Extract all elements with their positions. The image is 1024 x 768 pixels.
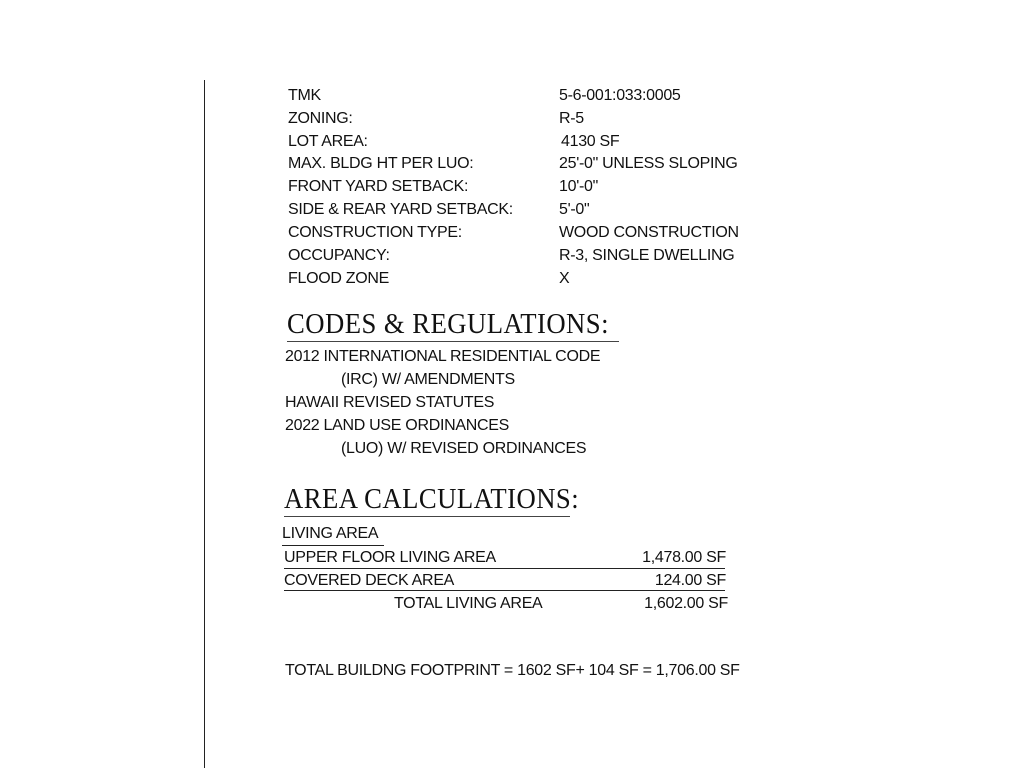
area-heading: AREA CALCULATIONS: xyxy=(284,483,580,515)
area-total-divider xyxy=(284,590,725,591)
codes-heading-underline xyxy=(287,341,619,342)
info-label-max-bldg-ht: MAX. BLDG HT PER LUO: xyxy=(288,155,474,172)
info-label-front-setback: FRONT YARD SETBACK: xyxy=(288,178,469,195)
area-total-label: TOTAL LIVING AREA xyxy=(394,595,543,612)
code-line-irc: 2012 INTERNATIONAL RESIDENTIAL CODE xyxy=(285,348,601,365)
info-value-lot-area: 4130 SF xyxy=(561,133,620,150)
code-line-luo-revised: (LUO) W/ REVISED ORDINANCES xyxy=(341,440,587,457)
sheet-border-line xyxy=(204,80,205,768)
info-value-zoning: R-5 xyxy=(559,110,584,127)
info-value-max-bldg-ht: 25'-0" UNLESS SLOPING xyxy=(559,155,738,172)
area-row-value-covered-deck: 124.00 SF xyxy=(654,572,726,589)
info-label-construction-type: CONSTRUCTION TYPE: xyxy=(288,224,462,241)
code-line-luo: 2022 LAND USE ORDINANCES xyxy=(285,417,509,434)
info-value-side-rear-setback: 5'-0" xyxy=(559,201,590,218)
code-line-irc-amendments: (IRC) W/ AMENDMENTS xyxy=(341,371,515,388)
code-line-hrs: HAWAII REVISED STATUTES xyxy=(285,394,495,411)
info-value-construction-type: WOOD CONSTRUCTION xyxy=(559,224,739,241)
area-row-label-upper-floor: UPPER FLOOR LIVING AREA xyxy=(284,549,496,566)
info-label-lot-area: LOT AREA: xyxy=(288,133,368,150)
info-label-zoning: ZONING: xyxy=(288,110,353,127)
area-row-label-covered-deck: COVERED DECK AREA xyxy=(284,572,455,589)
info-value-tmk: 5-6-001:033:0005 xyxy=(559,87,681,104)
info-value-flood-zone: X xyxy=(559,270,570,287)
info-label-flood-zone: FLOOD ZONE xyxy=(288,270,390,287)
info-label-occupancy: OCCUPANCY: xyxy=(288,247,390,264)
info-value-front-setback: 10'-0" xyxy=(559,178,598,195)
area-total-value: 1,602.00 SF xyxy=(644,595,728,612)
info-value-occupancy: R-3, SINGLE DWELLING xyxy=(559,247,735,264)
total-building-footprint: TOTAL BUILDNG FOOTPRINT = 1602 SF+ 104 SF = 1,706.00 SF xyxy=(285,662,740,679)
area-row-value-upper-floor: 1,478.00 SF xyxy=(642,549,726,566)
codes-heading: CODES & REGULATIONS: xyxy=(287,308,609,340)
area-row-divider xyxy=(284,568,725,569)
info-label-side-rear-setback: SIDE & REAR YARD SETBACK: xyxy=(288,201,513,218)
living-area-subheading: LIVING AREA xyxy=(282,525,379,542)
info-label-tmk: TMK xyxy=(288,87,321,104)
area-heading-underline xyxy=(284,516,570,517)
living-area-underline xyxy=(282,545,384,546)
